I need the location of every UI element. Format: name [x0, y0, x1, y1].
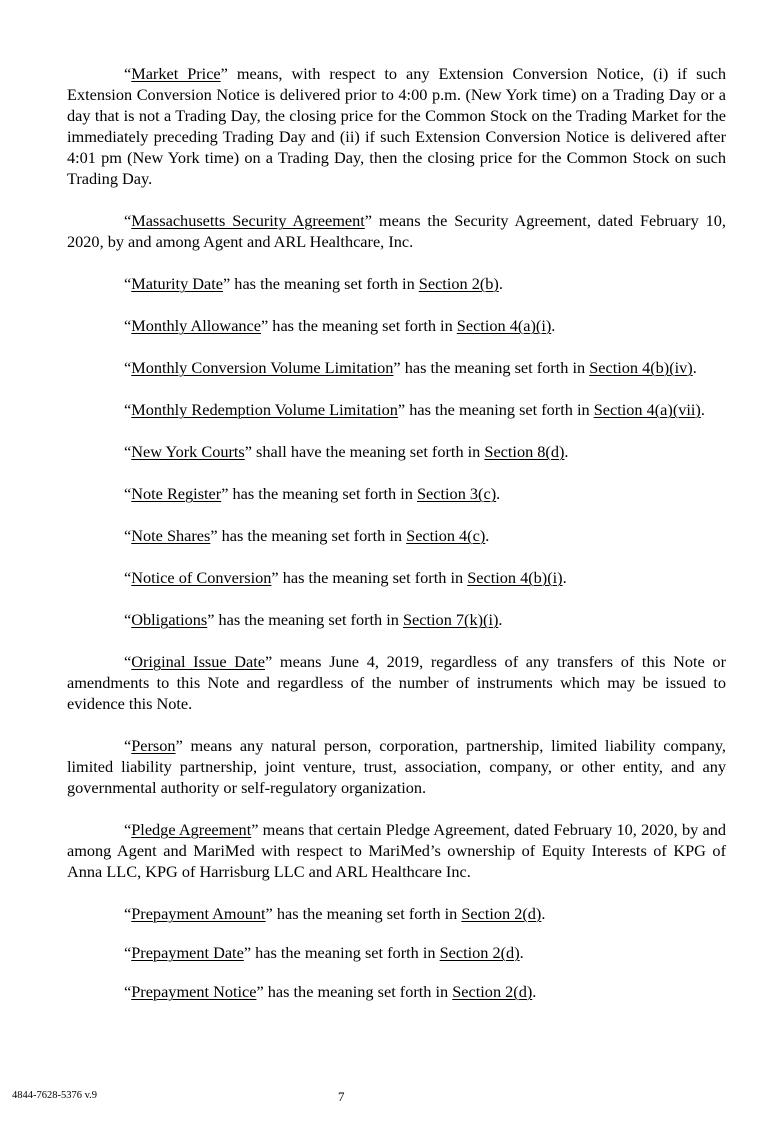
definition-text: ” has the meaning set forth in	[207, 610, 403, 629]
defined-term: Monthly Conversion Volume Limitation	[131, 358, 394, 377]
definition-end: .	[498, 274, 503, 293]
definition-paragraph: “Monthly Conversion Volume Limitation” has the meaning set forth in Section 4(b)(iv).	[124, 358, 697, 377]
definition-paragraph: “Prepayment Date” has the meaning set forth in Section 2(d).	[124, 943, 524, 962]
definition-end: .	[692, 358, 697, 377]
section-reference: Section 4(c)	[406, 526, 486, 545]
definition-text: ” has the meaning set forth in	[397, 400, 594, 419]
defined-term: Massachusetts Security Agreement	[131, 211, 365, 230]
definition-text: ” has the meaning set forth in	[243, 943, 440, 962]
definition-text: ” has the meaning set forth in	[221, 484, 417, 503]
definition-paragraph: “Massachusetts Security Agreement” means the Security Agreement, dated February 10, 2020, by and among Agent and ARL Healthcare, Inc.	[67, 211, 726, 251]
definition-paragraph: “Obligations” has the meaning set forth in Section 7(k)(i).	[124, 610, 503, 629]
definition-end: .	[541, 904, 546, 923]
defined-term: Prepayment Notice	[131, 982, 257, 1001]
page-number: 7	[338, 1089, 345, 1104]
defined-term: Maturity Date	[131, 274, 224, 293]
defined-term: Original Issue Date	[131, 652, 266, 671]
section-reference: Section 2(d)	[439, 943, 520, 962]
definition-paragraph: “Note Register” has the meaning set forth in Section 3(c).	[124, 484, 501, 503]
definition-paragraph: “Notice of Conversion” has the meaning set forth in Section 4(b)(i).	[124, 568, 567, 587]
section-reference: Section 4(b)(i)	[467, 568, 563, 587]
defined-term: Prepayment Amount	[131, 904, 266, 923]
definition-end: .	[562, 568, 567, 587]
definition-text: ” has the meaning set forth in	[393, 358, 590, 377]
document-page	[67, 63, 726, 1002]
document-id: 4844-7628-5376 v.9	[12, 1090, 98, 1101]
definition-end: .	[700, 400, 705, 419]
definition-paragraph: “Prepayment Notice” has the meaning set forth in Section 2(d).	[124, 982, 537, 1001]
definition-end: .	[485, 526, 490, 545]
defined-term: Obligations	[131, 610, 208, 629]
definition-paragraph: “Maturity Date” has the meaning set forth in Section 2(b).	[124, 274, 503, 293]
definition-text: ” has the meaning set forth in	[265, 904, 462, 923]
defined-term: Notice of Conversion	[131, 568, 272, 587]
definition-text: ” has the meaning set forth in	[261, 316, 457, 335]
section-reference: Section 2(b)	[418, 274, 499, 293]
definition-paragraph: “Pledge Agreement” means that certain Pledge Agreement, dated February 10, 2020, by and among Agent and MariMed with respect to MariMed’s ownership of Equity Interests of KPG of Anna LLC, KPG of Harrisburg LLC and ARL Healthcare Inc.	[67, 820, 726, 881]
section-reference: Section 8(d)	[484, 442, 565, 461]
definition-text: ” has the meaning set forth in	[271, 568, 468, 587]
section-reference: Section 2(d)	[461, 904, 542, 923]
definition-end: .	[564, 442, 569, 461]
defined-term: Prepayment Date	[131, 943, 244, 962]
definition-end: .	[498, 610, 503, 629]
definition-end: .	[532, 982, 537, 1001]
definition-end: .	[519, 943, 524, 962]
section-reference: Section 4(a)(i)	[456, 316, 552, 335]
definition-paragraph: “New York Courts” shall have the meaning set forth in Section 8(d).	[124, 442, 569, 461]
definition-paragraph: “Monthly Allowance” has the meaning set forth in Section 4(a)(i).	[124, 316, 556, 335]
definition-paragraph: “Monthly Redemption Volume Limitation” has the meaning set forth in Section 4(a)(vii).	[124, 400, 705, 419]
section-reference: Section 4(a)(vii)	[593, 400, 701, 419]
definition-paragraph: “Market Price” means, with respect to any Extension Conversion Notice, (i) if such Extension Conversion Notice is delivered prior to 4:00 p.m. (New York time) on a Trading Day or a day that is not a Trading Day, the closing price for the Common Stock on the Trading Market for the immediately preceding Trading Day and (ii) if such Extension Conversion Notice is delivered after 4:01 pm (New York time) on a Trading Day, then the closing price for the Common Stock on such Trading Day.	[67, 64, 726, 188]
definition-end: .	[551, 316, 556, 335]
defined-term: Person	[131, 736, 176, 755]
definition-text: ” means the Security Agreement, dated February 10, 2020, by and among Agent and ARL Healthcare, Inc.	[67, 211, 726, 251]
definition-end: .	[496, 484, 501, 503]
defined-term: Monthly Redemption Volume Limitation	[131, 400, 398, 419]
definition-paragraph: “Prepayment Amount” has the meaning set forth in Section 2(d).	[124, 904, 546, 923]
definition-paragraph: “Original Issue Date” means June 4, 2019, regardless of any transfers of this Note or amendments to this Note and regardless of the number of instruments which may be issued to evidence this Note.	[67, 652, 726, 713]
definition-paragraph: “Person” means any natural person, corporation, partnership, limited liability company, limited liability partnership, joint venture, trust, association, company, or other entity, and any governmental authority or self-regulatory organization.	[67, 736, 726, 797]
section-reference: Section 4(b)(iv)	[589, 358, 693, 377]
defined-term: Note Register	[131, 484, 222, 503]
definition-text: ” means any natural person, corporation, partnership, limited liability company, limited liability partnership, joint venture, trust, association, company, or other entity, and any governmental authority or self-regulatory organization.	[67, 736, 726, 797]
definition-text: ” has the meaning set forth in	[223, 274, 419, 293]
definition-text: ” shall have the meaning set forth in	[244, 442, 485, 461]
definition-paragraph: “Note Shares” has the meaning set forth in Section 4(c).	[124, 526, 490, 545]
definition-text: ” has the meaning set forth in	[210, 526, 407, 545]
defined-term: Note Shares	[131, 526, 211, 545]
defined-term: New York Courts	[131, 442, 245, 461]
definition-text: ” means that certain Pledge Agreement, dated February 10, 2020, by and among Agent and MariMed with respect to MariMed’s ownership of Equity Interests of KPG of Anna LLC, KPG of Harrisburg LLC and ARL Healthcare Inc.	[67, 820, 726, 881]
definition-text: ” means June 4, 2019, regardless of any transfers of this Note or amendments to this Note and regardless of the number of instruments which may be issued to evidence this Note.	[67, 652, 726, 713]
definition-text: ” has the meaning set forth in	[256, 982, 453, 1001]
section-reference: Section 2(d)	[452, 982, 533, 1001]
section-reference: Section 7(k)(i)	[403, 610, 499, 629]
section-reference: Section 3(c)	[417, 484, 497, 503]
defined-term: Pledge Agreement	[131, 820, 252, 839]
defined-term: Market Price	[131, 64, 221, 83]
definition-text: ” means, with respect to any Extension Conversion Notice, (i) if such Extension Conversion Notice is delivered prior to 4:00 p.m. (New York time) on a Trading Day or a day that is not a Trading Day, the closing price for the Common Stock on the Trading Market for the immediately preceding Trading Day and (ii) if such Extension Conversion Notice is delivered after 4:01 pm (New York time) on a Trading Day, then the closing price for the Common Stock on such Trading Day.	[67, 64, 726, 188]
defined-term: Monthly Allowance	[131, 316, 262, 335]
